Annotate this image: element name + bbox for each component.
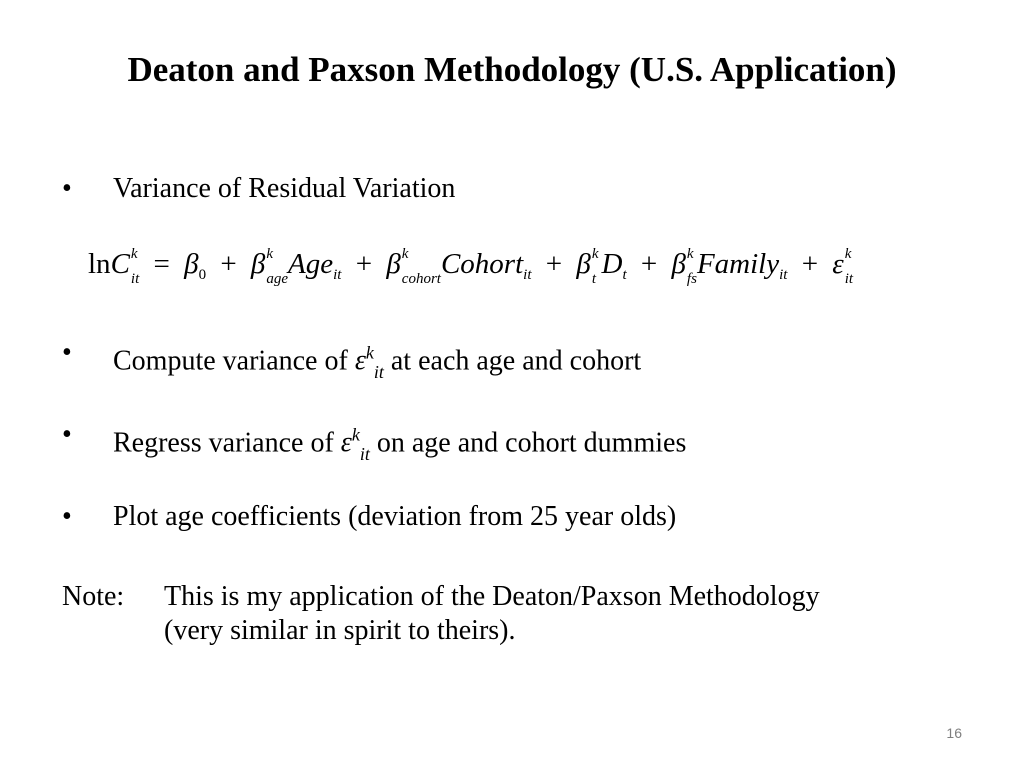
- bullet-text: Compute variance of $\varepsilon^k_{it}$ at each age and cohort: [113, 343, 642, 382]
- regression-equation: lnC k it = β0 + β k age Ageit + β k cohort Cohortit + β k t Dt + β k fs Familyit + ε k it: [88, 246, 854, 288]
- eq-Age: Age: [288, 248, 334, 280]
- bullet-symbol: •: [62, 173, 72, 204]
- eq-D: D: [601, 248, 623, 280]
- bullet-text: Variance of Residual Variation: [113, 173, 456, 204]
- eq-beta-t: β: [576, 248, 591, 280]
- bullet-text: Regress variance of $\varepsilon^k_{it}$ on age and cohort dummies: [113, 425, 687, 464]
- eq-Family: Family: [696, 248, 780, 280]
- note-label: Note:: [62, 581, 125, 612]
- note-line: This is my application of the Deaton/Paxson Methodology: [164, 581, 820, 612]
- eq-beta-age: β: [250, 248, 266, 280]
- eq-beta-cohort: β: [386, 248, 401, 280]
- eq-Cohort: Cohort: [440, 248, 524, 280]
- bullet-symbol: •: [62, 501, 72, 532]
- eq-ln: ln: [88, 248, 111, 280]
- eq-beta0: β: [184, 248, 199, 280]
- note-line: (very similar in spirit to theirs).: [164, 615, 516, 646]
- bullet-symbol: •: [62, 337, 72, 368]
- eq-epsilon: ε: [832, 248, 844, 280]
- page-number: 16: [946, 725, 962, 741]
- eq-C: C: [110, 248, 130, 280]
- bullet-text: Plot age coefficients (deviation from 25 year olds): [113, 501, 677, 532]
- slide-title: Deaton and Paxson Methodology (U.S. Application): [127, 50, 897, 89]
- eq-beta-fs: β: [671, 248, 686, 280]
- bullet-symbol: •: [62, 419, 72, 450]
- note-body: [164, 580, 984, 648]
